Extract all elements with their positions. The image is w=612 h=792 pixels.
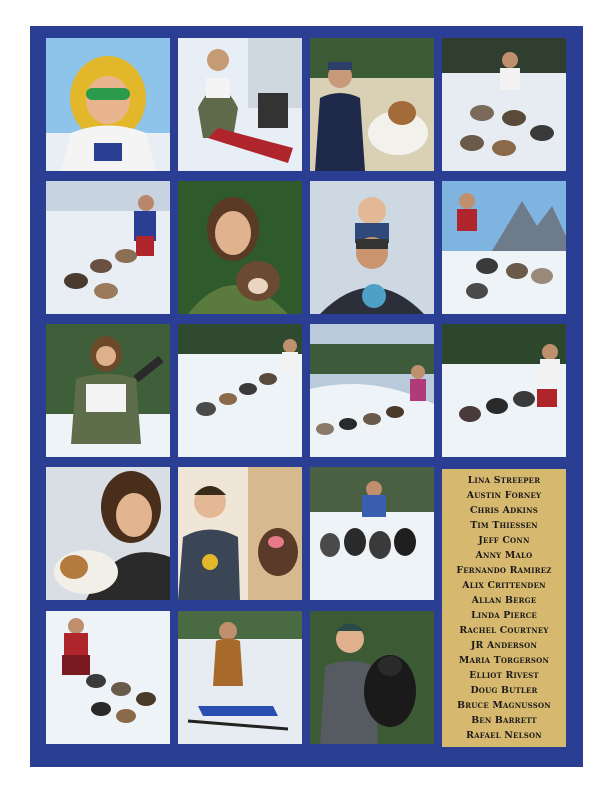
photo-musher-waving [46,324,170,457]
participant-name: Bruce Magnusson [457,700,551,711]
participant-name: Rafael Nelson [466,730,542,741]
participant-name: Jeff Conn [478,535,530,546]
photo-woman-holding-dog [310,611,434,744]
page-frame [30,26,583,767]
participant-name: Anny Malo [475,550,533,561]
participant-name: Lina Streeper [467,475,541,486]
photo-musher-yellow-hood [46,38,170,171]
photo-musher-red-coat [46,611,170,744]
participant-name: Chris Adkins [469,505,539,516]
photo-woman-hugging-dog [46,467,170,600]
participant-name: Tim Thiessen [470,520,538,531]
participant-name: Alix Crittenden [462,580,546,591]
photo-team-front-view [310,467,434,600]
participant-name: JR Anderson [470,640,538,651]
participant-name: Elliot Rivest [469,670,539,681]
photo-musher-kicksled [178,611,302,744]
photo-team-forest-trail [178,324,302,457]
participant-name: Maria Torgerson [458,655,550,666]
photo-team-approach [442,324,566,457]
photo-woman-with-puppy [178,181,302,314]
participant-name: Austin Forney [466,490,542,501]
photo-team-on-trail [442,38,566,171]
photo-team-running [46,181,170,314]
participant-name: Fernando Ramirez [456,565,552,576]
participant-names-panel [442,469,566,747]
participant-name: Doug Butler [470,685,538,696]
photo-team-hillside [310,324,434,457]
photo-man-with-dog [310,38,434,171]
participant-name: Ben Barrett [471,715,537,726]
photo-young-man-and-dog [178,467,302,600]
participant-name: Linda Pierce [471,610,537,621]
photo-musher-sled [178,38,302,171]
photo-team-mountains [442,181,566,314]
photo-father-with-child [310,181,434,314]
participant-name: Rachel Courtney [459,625,549,636]
participant-name: Allan Berge [471,595,537,606]
